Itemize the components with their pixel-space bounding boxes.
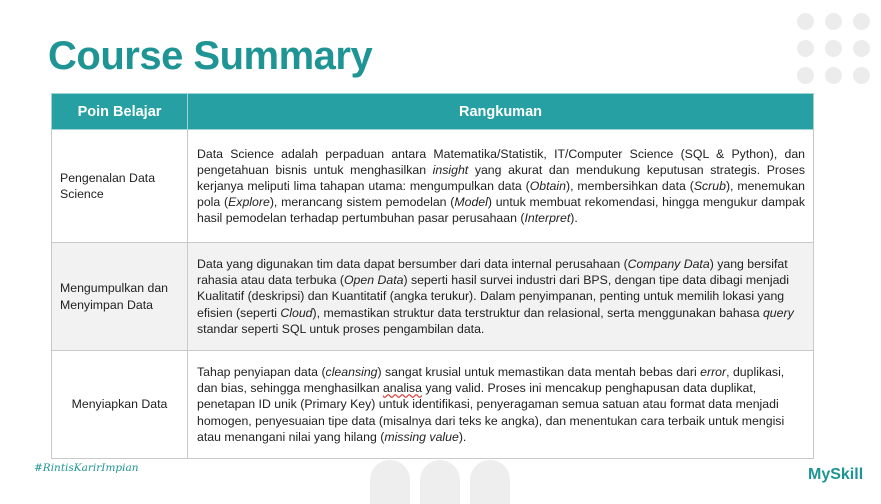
header-summary: Rangkuman bbox=[188, 94, 814, 130]
row-summary bbox=[188, 243, 814, 351]
summary-text: ), membersihkan data ( bbox=[565, 178, 694, 193]
summary-italic: error bbox=[700, 365, 727, 380]
summary-text: ). bbox=[458, 429, 467, 444]
summary-table bbox=[51, 93, 814, 459]
summary-text: ), memastikan struktur data terstruktur dan relasional, serta menggunakan bahasa bbox=[312, 305, 763, 320]
summary-text: standar seperti SQL untuk proses pengambilan data. bbox=[197, 321, 485, 336]
summary-text: Tahap penyiapan data ( bbox=[197, 365, 326, 380]
table-row bbox=[52, 351, 814, 459]
summary-text: ) untuk membuat rekomendasi, hingga mengukur dampak hasil pemodelan terhadap pertumbuhan pasar perusahaan ( bbox=[197, 195, 806, 226]
summary-italic: Explore bbox=[228, 195, 270, 210]
dot-shape bbox=[853, 13, 870, 30]
row-summary bbox=[188, 130, 814, 243]
summary-text: ). bbox=[570, 211, 578, 226]
summary-text: ) seperti hasil survei industri dari BPS, dengan tipe data dibagi menjadi Kualitatif (deskripsi) dan Kuantitatif (angka terukur). Dalam penyimpanan, penting untuk memilih lokasi yang efisien (seperti bbox=[197, 273, 789, 320]
dot-shape bbox=[825, 40, 842, 57]
arch-shape bbox=[470, 460, 510, 504]
arch-shape bbox=[420, 460, 460, 504]
summary-italic: cleansing bbox=[325, 365, 378, 380]
summary-text: ) sangat krusial untuk memastikan data mentah bebas dari bbox=[377, 365, 701, 380]
dot-shape bbox=[853, 67, 870, 84]
decorative-arches bbox=[370, 458, 510, 504]
header-topic: Poin Belajar bbox=[52, 94, 188, 130]
dot-shape bbox=[825, 67, 842, 84]
summary-text: ), menemukan pola ( bbox=[197, 178, 806, 210]
summary-italic: Obtain bbox=[529, 178, 566, 193]
arch-shape bbox=[370, 460, 410, 504]
summary-text: ), merancang sistem pemodelan ( bbox=[269, 195, 455, 210]
row-topic: Mengumpulkan dan Menyimpan Data bbox=[52, 243, 188, 351]
table-row bbox=[52, 130, 814, 243]
summary-italic: Scrub bbox=[693, 178, 726, 193]
summary-italic: Model bbox=[454, 195, 488, 210]
summary-italic: missing value bbox=[384, 429, 459, 444]
hashtag-label: #RintisKarirImpian bbox=[34, 462, 139, 474]
row-topic: Pengenalan Data Science bbox=[52, 130, 188, 243]
summary-text: , duplikasi, dan bias, sehingga menghasilkan bbox=[197, 365, 785, 396]
row-summary bbox=[188, 351, 814, 459]
decorative-dot-grid bbox=[797, 13, 871, 87]
dot-shape bbox=[797, 13, 814, 30]
slide-title: Course Summary bbox=[48, 34, 373, 78]
dot-shape bbox=[825, 13, 842, 30]
dot-shape bbox=[797, 67, 814, 84]
summary-text: ) yang bersifat rahasia atau data terbuka ( bbox=[197, 257, 788, 288]
dot-shape bbox=[853, 40, 870, 57]
summary-text: yang valid. Proses ini mencakup penghapusan data duplikat, penetapan ID unik (Primary Key) untuk identifikasi, penyeragaman semua satuan atau format data menjadi homogen, penyesuaian tipe data (misalnya dari teks ke angka), dan menentukan cara terbaik untuk mengisi atau menangani nilai yang hilang ( bbox=[197, 381, 785, 444]
row-topic: Menyiapkan Data bbox=[52, 351, 188, 459]
summary-text: Data yang digunakan tim data dapat bersumber dari data internal perusahaan ( bbox=[197, 257, 628, 272]
summary-italic: Open Data bbox=[343, 273, 404, 288]
summary-italic: insight bbox=[432, 162, 469, 177]
table-header-row bbox=[52, 94, 814, 130]
brand-logo: MySkill bbox=[808, 466, 864, 483]
table-row bbox=[52, 243, 814, 351]
summary-italic: Interpret bbox=[524, 211, 571, 226]
summary-text: yang akurat dan mendukung keputusan strategis. Proses kerjanya meliputi lima tahapan utama: mengumpulkan data ( bbox=[197, 162, 806, 193]
summary-italic: Company Data bbox=[627, 257, 710, 272]
summary-italic: Cloud bbox=[280, 305, 313, 320]
summary-spellcheck-word: analisa bbox=[382, 381, 422, 396]
summary-italic: query bbox=[762, 305, 794, 320]
summary-text: Data Science adalah perpaduan antara Matematika/Statistik, IT/Computer Science (SQL & Python), dan pengetahuan bisnis untuk menghasilkan bbox=[197, 146, 805, 177]
dot-shape bbox=[797, 40, 814, 57]
